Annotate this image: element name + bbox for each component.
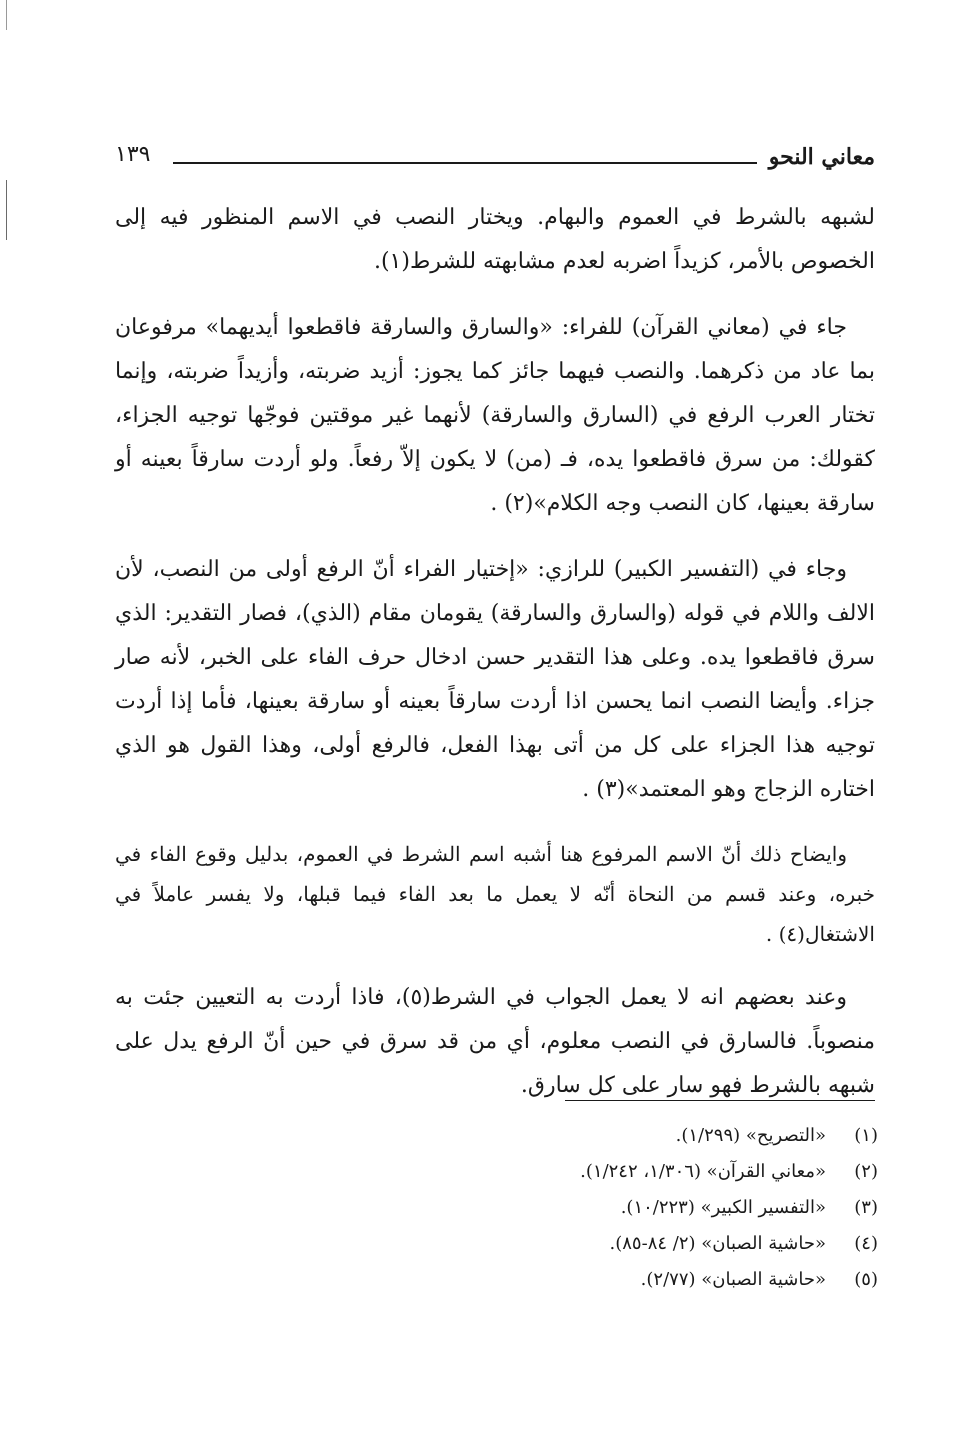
- footnote-rule: [565, 1100, 875, 1101]
- paragraph: وعند بعضهم انه لا يعمل الجواب في الشرط(٥)، فاذا أردت به التعيين جئت به منصوباً. فالسارق في النصب معلوم، أي من قد سرق في حين أنّ الرفع يدل على شبهه بالشرط فهو سار على كل سارق.: [115, 985, 875, 1098]
- paragraph: وايضاح ذلك أنّ الاسم المرفوع هنا أشبه اسم الشرط في العموم، بدليل وقوع الفاء في خبره، وعند قسم من النحاة أنّه لا يعمل ما بعد الفاء فيما قبلها، ولا يفسر عاملاً في الاشتغال(٤) .: [115, 842, 875, 946]
- paragraph: وجاء في (التفسير الكبير) للرازي: «إختيار الفراء أنّ الرفع أولى من النصب، لأن الالف واللام في قوله (والسارق والسارقة) يقومان مقام (الذي)، فصار التقدير: الذي سرق فاقطعوا يده. وعلى هذا التقدير حسن ادخال حرف الفاء على الخبر، لأنه صار جزاء. وأيضا النصب انما يحسن اذا أردت سارقاً بعينه أو سارقة بعينها، فأما إذا أردت توجيه هذا الجزاء على كل من أتى بهذا الفعل، فالرفع أولى، وهذا القول هو الذي اختاره الزجاج وهو المعتمد»(٣) .: [115, 557, 875, 802]
- footnotes: [318, 1118, 878, 1298]
- main-text: [115, 196, 875, 1130]
- footnote-number: (٤): [854, 1233, 878, 1254]
- footnote: [318, 1118, 878, 1154]
- footnote-number: (٣): [854, 1197, 878, 1218]
- footnote-text: «التصريح» (١/٢٩٩).: [675, 1125, 826, 1146]
- page-header: [115, 138, 875, 178]
- footnote-text: «معاني القرآن» (١/٣٠٦، ١/٢٤٢).: [580, 1161, 826, 1182]
- scan-edge-mark: [6, 0, 7, 30]
- footnote-text: «التفسير الكبير» (١٠/٢٢٣).: [620, 1197, 826, 1218]
- header-rule: [173, 162, 757, 164]
- footnote-number: (٢): [854, 1161, 878, 1182]
- scan-edge-mark: [6, 180, 7, 240]
- paragraph: جاء في (معاني القرآن) للفراء: «والسارق والسارقة فاقطعوا أيديهما» مرفوعان بما عاد من ذكرهما. والنصب فيهما جائز كما يجوز: أزيد ضربته، وأزيداً ضربته، وإنما تختار العرب الرفع في (السارق والسارقة) لأنهما غير موقتين فوجّها توجيه الجزاء، كقولك: من سرق فاقطعوا يده، فـ (من) لا يكون إلاّ رفعاً. ولو أردت سارقاً بعينه أو سارقة بعينها، كان النصب وجه الكلام»(٢) .: [115, 315, 875, 516]
- footnote-number: (٥): [854, 1269, 878, 1290]
- footnote-text: «حاشية الصبان» (٢/٧٧).: [640, 1269, 826, 1290]
- footnote: [318, 1226, 878, 1262]
- footnote: [318, 1190, 878, 1226]
- footnote-number: (١): [854, 1125, 878, 1146]
- footnote: [318, 1154, 878, 1190]
- paragraph: لشبهه بالشرط في العموم والبهام. ويختار النصب في الاسم المنظور فيه إلى الخصوص بالأمر، كزيداً اضربه لعدم مشابهته للشرط(١).: [115, 205, 875, 274]
- footnote-text: «حاشية الصبان» (٢/ ٨٤-٨٥).: [609, 1233, 826, 1254]
- page-number: ١٣٩: [115, 142, 151, 167]
- running-title: معاني النحو: [768, 144, 875, 170]
- footnote: [318, 1262, 878, 1298]
